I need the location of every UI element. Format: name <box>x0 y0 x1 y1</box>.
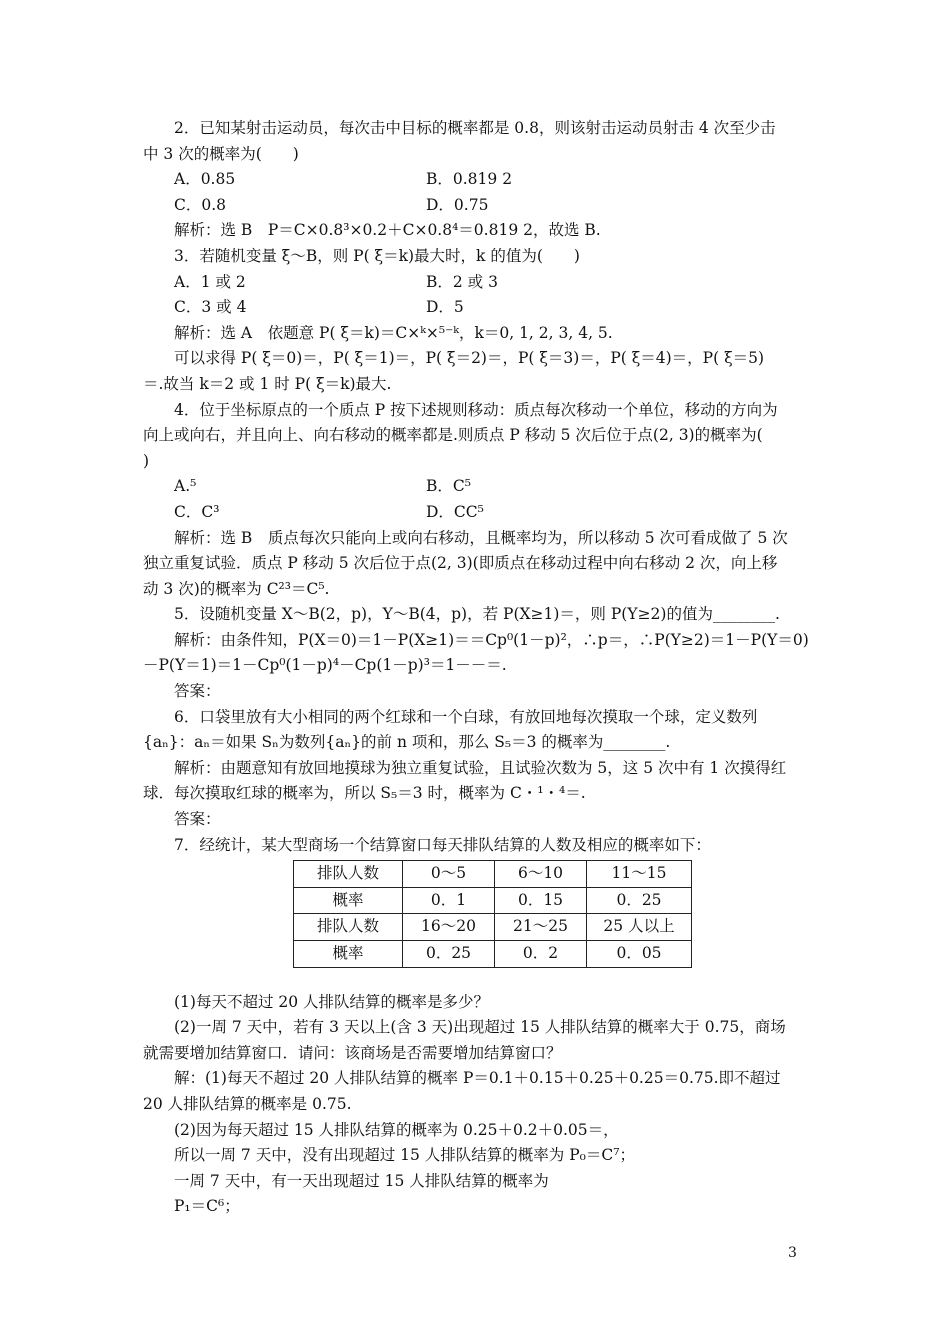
table-row <box>294 941 692 968</box>
q4-options-row-2 <box>143 500 807 526</box>
table-row <box>294 914 692 941</box>
q3-solution-2: 可以求得 P( ξ＝0)＝，P( ξ＝1)＝，P( ξ＝2)＝，P( ξ＝3)＝，P( ξ＝4)＝，P( ξ＝5) <box>174 349 765 368</box>
table-cell: 0．25 <box>403 941 495 968</box>
q7-solution-5: 一周 7 天中，有一天出现超过 15 人排队结算的概率为 <box>174 1171 549 1190</box>
table-cell: 21～25 <box>495 914 587 941</box>
q2-options-row-1 <box>143 167 807 193</box>
q5-solution-2: －P(Y＝1)＝1－Cp⁰(1－p)⁴－Cp(1－p)³＝1－－＝. <box>143 656 507 675</box>
q2-stem-1: 2．已知某射击运动员，每次击中目标的概率都是 0.8，则该射击运动员射击 4 次至少击 <box>174 119 776 137</box>
page-content <box>143 116 807 1220</box>
page-number: 3 <box>788 1245 797 1261</box>
table-cell: 0．05 <box>587 941 692 968</box>
q4-solution-1: 解析：选 B 质点每次只能向上或向右移动，且概率均为，所以移动 5 次可看成做了 5 次 <box>174 528 788 547</box>
q4-option-c: C．C³ <box>174 502 220 521</box>
q2-option-d: D．0.75 <box>426 195 489 214</box>
q7-solution-2: 20 人排队结算的概率是 0.75. <box>143 1094 352 1113</box>
q5-solution-1: 解析：由条件知，P(X＝0)＝1－P(X≥1)＝＝Cp⁰(1－p)²，∴p＝，∴P(Y≥2)＝1－P(Y＝0) <box>174 630 809 649</box>
q4-stem-1: 4．位于坐标原点的一个质点 P 按下述规则移动：质点每次移动一个单位，移动的方向为 <box>174 400 778 419</box>
q7-solution-4: 所以一周 7 天中，没有出现超过 15 人排队结算的概率为 P₀＝C⁷； <box>174 1146 635 1165</box>
q5-stem: 5．设随机变量 X～B(2，p)，Y～B(4，p)，若 P(X≥1)＝，则 P(Y≥2)的值为________. <box>174 605 780 624</box>
q3-option-d: D．5 <box>426 298 464 317</box>
q2-option-a: A．0.85 <box>174 170 236 189</box>
q3-option-a: A．1 或 2 <box>174 272 246 291</box>
q4-stem-2: 向上或向右，并且向上、向右移动的概率都是.则质点 P 移动 5 次后位于点(2, 3)的概率为( <box>143 426 763 445</box>
q3-stem: 3．若随机变量 ξ～B，则 P( ξ＝k)最大时，k 的值为( ) <box>174 246 580 265</box>
q2-options-row-2 <box>143 193 807 219</box>
table-cell: 概率 <box>294 941 403 968</box>
q3-options-row-2 <box>143 295 807 321</box>
q3-options-row-1 <box>143 270 807 296</box>
q3-solution-3: ＝.故当 k＝2 或 1 时 P( ξ＝k)最大. <box>143 374 392 393</box>
table-cell: 6～10 <box>495 861 587 888</box>
table-cell: 概率 <box>294 887 403 914</box>
queue-probability-table <box>293 860 692 967</box>
q2-option-c: C．0.8 <box>174 195 227 214</box>
table-row <box>294 861 692 888</box>
q6-stem-1: 6．口袋里放有大小相同的两个红球和一个白球，有放回地每次摸取一个球，定义数列 <box>174 707 758 726</box>
q4-solution-3: 动 3 次)的概率为 C²³＝C⁵. <box>143 579 330 598</box>
table-cell: 25 人以上 <box>587 914 692 941</box>
q2-option-b: B．0.819 2 <box>426 170 513 189</box>
q2-solution: 解析：选 B P＝C×0.8³×0.2＋C×0.8⁴＝0.819 2，故选 B. <box>174 221 601 240</box>
q6-answer: 答案： <box>174 810 221 829</box>
q4-solution-2: 独立重复试验．质点 P 移动 5 次后位于点(2, 3)(即质点在移动过程中向右移动 2 次，向上移 <box>143 554 778 573</box>
table-cell: 0．25 <box>587 887 692 914</box>
q4-option-b: B．C⁵ <box>426 477 471 496</box>
q6-stem-2: {aₙ}：aₙ＝如果 Sₙ为数列{aₙ}的前 n 项和，那么 S₅＝3 的概率为________. <box>143 733 671 752</box>
q7-solution-1: 解：(1)每天不超过 20 人排队结算的概率 P＝0.1＋0.15＋0.25＋0.25＝0.75.即不超过 <box>174 1069 781 1088</box>
table-cell: 排队人数 <box>294 861 403 888</box>
q4-option-d: D．CC⁵ <box>426 502 484 521</box>
q6-solution-2: 球．每次摸取红球的概率为，所以 S₅＝3 时，概率为 C・¹・⁴＝. <box>143 784 586 803</box>
table-cell: 11～15 <box>587 861 692 888</box>
q7-solution-6: P₁＝C⁶； <box>174 1197 240 1216</box>
table-cell: 16～20 <box>403 914 495 941</box>
q7-part-1: (1)每天不超过 20 人排队结算的概率是多少？ <box>174 992 490 1011</box>
q3-solution-1: 解析：选 A 依题意 P( ξ＝k)＝C×ᵏ×⁵⁻ᵏ，k＝0, 1, 2, 3, 4, 5. <box>174 323 613 342</box>
q3-option-b: B．2 或 3 <box>426 272 498 291</box>
q2-stem-2: 中 3 次的概率为( ) <box>143 144 299 163</box>
q7-part-2-2: 就需要增加结算窗口．请问：该商场是否需要增加结算窗口？ <box>143 1043 562 1062</box>
table-cell: 0．1 <box>403 887 495 914</box>
q5-answer: 答案： <box>174 682 221 701</box>
table-cell: 0．15 <box>495 887 587 914</box>
q7-part-2-1: (2)一周 7 天中，若有 3 天以上(含 3 天)出现超过 15 人排队结算的概率大于 0.75，商场 <box>174 1018 786 1037</box>
q4-stem-3: ) <box>143 451 150 470</box>
table-row <box>294 887 692 914</box>
q3-option-c: C．3 或 4 <box>174 298 247 317</box>
table-cell: 0．2 <box>495 941 587 968</box>
table-cell: 0～5 <box>403 861 495 888</box>
q4-options-row-1 <box>143 474 807 500</box>
q4-option-a: A.⁵ <box>174 477 197 496</box>
q6-solution-1: 解析：由题意知有放回地摸球为独立重复试验，且试验次数为 5，这 5 次中有 1 次摸得红 <box>174 758 787 777</box>
q7-solution-3: (2)因为每天超过 15 人排队结算的概率为 0.25＋0.2＋0.05＝， <box>174 1120 619 1139</box>
q7-stem: 7．经统计，某大型商场一个结算窗口每天排队结算的人数及相应的概率如下： <box>174 835 711 854</box>
table-cell: 排队人数 <box>294 914 403 941</box>
